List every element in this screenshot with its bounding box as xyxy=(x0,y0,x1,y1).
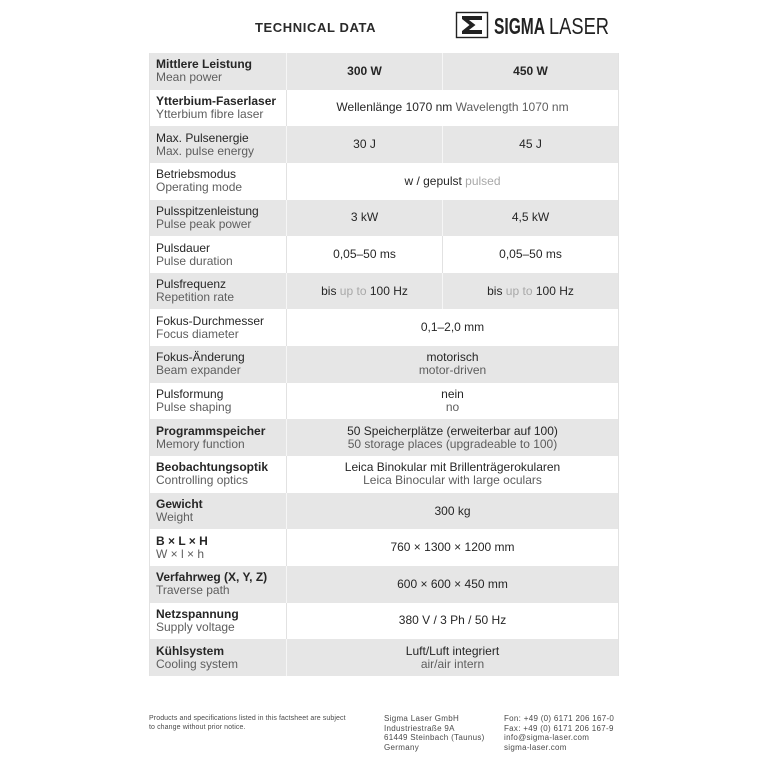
spec-value-en: motor-driven xyxy=(418,363,487,378)
logo-wordmark-bold: SIGMA xyxy=(494,13,545,39)
spec-value: w / gepulst xyxy=(404,173,462,188)
spec-value-cell-col2 xyxy=(443,53,618,90)
spec-value-cell xyxy=(287,163,618,200)
spec-value-cell xyxy=(287,456,618,493)
footer-address xyxy=(384,714,485,753)
spec-value: 600 × 600 × 450 mm xyxy=(397,576,508,591)
spec-value: 3 kW xyxy=(350,210,379,225)
spec-label: Fokus-Durchmesser xyxy=(156,313,265,328)
spec-value-line xyxy=(336,101,568,114)
spec-label-cell xyxy=(150,346,287,383)
spec-value: 300 kg xyxy=(434,503,471,518)
spec-value-cell xyxy=(287,90,618,127)
spec-label-cell xyxy=(150,53,287,90)
spec-label-cell xyxy=(150,273,287,310)
spec-label-en: W × l × h xyxy=(156,546,205,561)
spec-value-en: no xyxy=(445,400,460,415)
footer-company-name: Sigma Laser GmbH xyxy=(384,714,460,723)
spec-label-en: Repetition rate xyxy=(156,290,235,305)
spec-value-cell xyxy=(287,493,618,530)
spec-value-cell xyxy=(287,639,618,676)
spec-label: Pulsspitzenleistung xyxy=(156,203,259,218)
spec-value-cell-col2 xyxy=(443,273,618,310)
spec-label: Fokus-Änderung xyxy=(156,350,245,365)
footer-contact xyxy=(504,714,614,753)
footer-phone: Fon: +49 (0) 6171 206 167-0 xyxy=(504,714,615,723)
spec-label-en: Mean power xyxy=(156,70,223,85)
spec-row-focus-diameter xyxy=(150,309,618,346)
sigma-laser-logo xyxy=(455,10,615,41)
spec-row-memory-function xyxy=(150,419,618,456)
footer-disclaimer xyxy=(149,714,346,732)
spec-label-cell xyxy=(150,90,287,127)
spec-label: Betriebsmodus xyxy=(156,167,237,182)
spec-row-weight xyxy=(150,493,618,530)
technical-data-table xyxy=(149,53,619,676)
spec-label-en: Memory function xyxy=(156,436,245,451)
spec-label-en: Weight xyxy=(156,510,194,524)
spec-label: Ytterbium-Faserlaser xyxy=(156,93,277,108)
spec-value-prefix: bis xyxy=(487,283,503,298)
spec-value-en: Leica Binocular with large oculars xyxy=(363,473,542,488)
spec-label: Verfahrweg (X, Y, Z) xyxy=(156,570,268,585)
spec-label-cell xyxy=(150,456,287,493)
spec-label-en: Pulse shaping xyxy=(156,400,232,415)
spec-row-fibre-laser xyxy=(150,90,618,127)
spec-row-supply-voltage xyxy=(150,603,618,640)
spec-value: 0,05–50 ms xyxy=(333,247,396,262)
spec-row-traverse-path xyxy=(150,566,618,603)
footer-email: info@sigma-laser.com xyxy=(504,733,590,743)
spec-value-cell-col1 xyxy=(287,53,443,90)
spec-value: 0,05–50 ms xyxy=(499,247,562,262)
spec-value-cell-col2 xyxy=(443,126,618,163)
spec-label: Kühlsystem xyxy=(156,643,225,658)
spec-value-cell-col1 xyxy=(287,200,443,237)
spec-row-mean-power xyxy=(150,53,618,90)
spec-value: 300 W xyxy=(347,63,382,78)
spec-label-cell xyxy=(150,566,287,603)
footer-street: Industriestraße 9A xyxy=(384,723,455,733)
spec-value: 50 Speicherplätze (erweiterbar auf 100) xyxy=(347,423,558,438)
spec-value-cell-col2 xyxy=(443,200,618,237)
spec-value-cell xyxy=(287,603,618,640)
spec-value-cell xyxy=(287,383,618,420)
spec-label: Pulsformung xyxy=(156,387,224,402)
spec-value: 0,1–2,0 mm xyxy=(420,320,485,335)
spec-label-cell xyxy=(150,200,287,237)
spec-value-line xyxy=(404,175,500,188)
spec-label-cell xyxy=(150,603,287,640)
footer-city: 61449 Steinbach (Taunus) xyxy=(384,733,485,743)
spec-value: 4,5 kW xyxy=(511,210,550,225)
spec-label: Mittlere Leistung xyxy=(156,57,253,72)
spec-label-en: Beam expander xyxy=(156,363,241,378)
spec-value-prefix-en: up to xyxy=(505,283,533,298)
spec-label-en: Controlling optics xyxy=(156,473,249,488)
page-title: TECHNICAL DATA xyxy=(255,20,377,35)
spec-value-cell-col1 xyxy=(287,273,443,310)
spec-label-en: Max. pulse energy xyxy=(156,143,255,158)
spec-label-en: Traverse path xyxy=(156,583,230,598)
spec-label: Programmspeicher xyxy=(156,423,266,438)
spec-label: Pulsdauer xyxy=(156,240,211,255)
spec-value: nein xyxy=(441,387,464,402)
spec-label: Pulsfrequenz xyxy=(156,277,227,292)
spec-value-cell xyxy=(287,566,618,603)
spec-label: Beobachtungsoptik xyxy=(156,460,269,475)
spec-label-cell xyxy=(150,236,287,273)
spec-value: 30 J xyxy=(353,137,376,152)
spec-value-cell xyxy=(287,529,618,566)
spec-value: 45 J xyxy=(519,137,542,152)
spec-value: Luft/Luft integriert xyxy=(405,643,500,658)
spec-label-cell xyxy=(150,419,287,456)
spec-value: Wellenlänge 1070 nm xyxy=(336,100,453,115)
spec-label-cell xyxy=(150,639,287,676)
sigma-logo-icon xyxy=(457,13,488,38)
spec-value: 760 × 1300 × 1200 mm xyxy=(390,540,515,555)
spec-value-cell xyxy=(287,419,618,456)
spec-label-en: Focus diameter xyxy=(156,326,239,341)
spec-value-en: 50 storage places (upgradeable to 100) xyxy=(347,436,558,451)
spec-value: 100 Hz xyxy=(535,283,574,298)
footer-website: sigma-laser.com xyxy=(504,743,567,753)
footer-fax: Fax: +49 (0) 6171 206 167-9 xyxy=(504,723,614,733)
spec-label-cell xyxy=(150,126,287,163)
spec-row-controlling-optics xyxy=(150,456,618,493)
spec-row-beam-expander xyxy=(150,346,618,383)
spec-row-dimensions xyxy=(150,529,618,566)
spec-row-pulse-shaping xyxy=(150,383,618,420)
spec-row-repetition-rate xyxy=(150,273,618,310)
spec-row-cooling-system xyxy=(150,639,618,676)
spec-label-cell xyxy=(150,163,287,200)
spec-value-en: Wavelength 1070 nm xyxy=(455,100,569,115)
spec-label-en: Supply voltage xyxy=(156,619,235,634)
spec-label: B × L × H xyxy=(156,533,208,548)
spec-label-cell xyxy=(150,493,287,530)
spec-label-en: Pulse duration xyxy=(156,253,233,268)
spec-label-cell xyxy=(150,383,287,420)
spec-label-cell xyxy=(150,309,287,346)
spec-value-en: air/air intern xyxy=(420,656,485,671)
spec-row-pulse-duration xyxy=(150,236,618,273)
spec-value-prefix-en: up to xyxy=(339,283,367,298)
spec-value: 380 V / 3 Ph / 50 Hz xyxy=(398,613,507,628)
footer-country: Germany xyxy=(384,743,419,753)
spec-label-en: Cooling system xyxy=(156,656,239,671)
spec-value-line xyxy=(487,285,574,298)
spec-label: Gewicht xyxy=(156,497,203,511)
spec-label-en: Pulse peak power xyxy=(156,216,252,231)
spec-row-peak-power xyxy=(150,200,618,237)
spec-row-pulse-energy xyxy=(150,126,618,163)
spec-label: Netzspannung xyxy=(156,606,239,621)
spec-label-en: Ytterbium fibre laser xyxy=(156,106,264,121)
spec-value: 100 Hz xyxy=(369,283,408,298)
spec-value: Leica Binokular mit Brillenträgerokularen xyxy=(344,460,561,475)
spec-value-cell xyxy=(287,309,618,346)
spec-value: motorisch xyxy=(426,350,479,365)
spec-value-cell-col2 xyxy=(443,236,618,273)
spec-value-line xyxy=(321,285,408,298)
spec-value-en: pulsed xyxy=(465,173,501,188)
spec-value: 450 W xyxy=(513,63,548,78)
spec-row-operating-mode xyxy=(150,163,618,200)
spec-label-cell xyxy=(150,529,287,566)
footer-disclaimer-line: Products and specifications listed in this factsheet are subject xyxy=(149,715,346,722)
logo-wordmark-light: LASER xyxy=(549,13,609,39)
spec-value-cell xyxy=(287,346,618,383)
spec-label: Max. Pulsenergie xyxy=(156,130,249,145)
footer-disclaimer-line: to change without prior notice. xyxy=(149,724,246,731)
spec-value-cell-col1 xyxy=(287,236,443,273)
spec-label-en: Operating mode xyxy=(156,180,243,195)
spec-value-cell-col1 xyxy=(287,126,443,163)
spec-value-prefix: bis xyxy=(321,283,337,298)
